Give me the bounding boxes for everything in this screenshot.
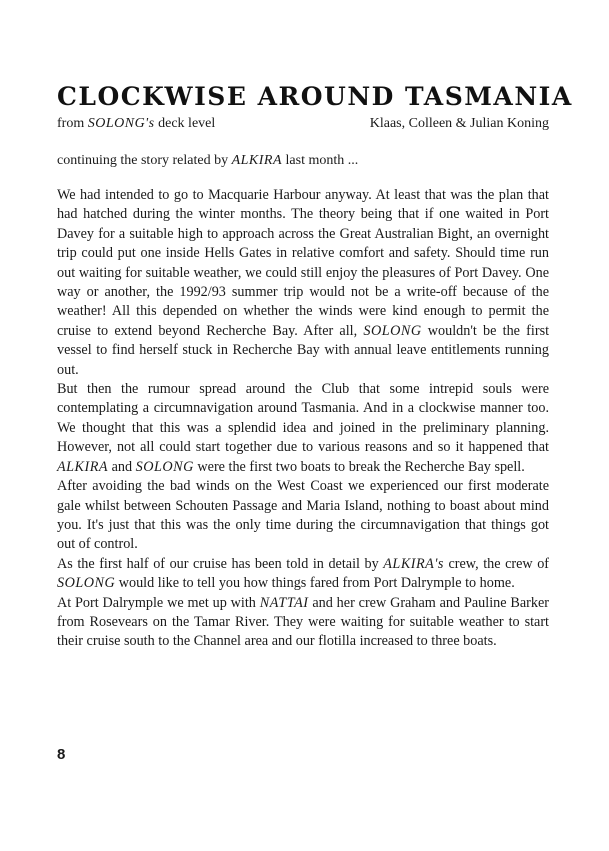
- byline-prefix: from: [57, 116, 85, 131]
- intro-before: continuing the story related by: [57, 153, 229, 168]
- paragraph-4: [57, 555, 549, 594]
- paragraph-3: After avoiding the bad winds on the West Coast we experienced our first moderate gale whilst between Schouten Passage and Maria Island, nothing to boast about mind you. It's just that this was the only time during the circumnavigation that things got out of control.: [57, 478, 549, 553]
- paragraph-4-boat-name-2: SOLONG: [57, 575, 116, 592]
- page-number: 8: [57, 746, 66, 763]
- intro-line: [57, 153, 549, 169]
- paragraph-4-text-b: crew, the crew of: [448, 555, 550, 572]
- paragraph-4-boat-name-1: ALKIRA's: [383, 555, 444, 572]
- byline: [57, 116, 549, 132]
- byline-boat-name: SOLONG's: [87, 116, 155, 131]
- paragraph-2-text-b: and: [111, 458, 133, 475]
- article-title: CLOCKWISE AROUND TASMANIA: [57, 82, 573, 111]
- paragraph-2-boat-name-1: ALKIRA: [57, 458, 109, 475]
- intro-after: last month ...: [285, 153, 359, 168]
- paragraph-5-text-b: and her crew Graham and Pauline Barker from Rosevears on the Tamar River. They were waiting for suitable weather to start their cruise south to the Channel area and our flotilla increased to three boats.: [57, 594, 549, 650]
- paragraph-2: [57, 380, 549, 477]
- intro-boat-name: ALKIRA: [231, 153, 283, 168]
- paragraph-5-boat-name: NATTAI: [259, 594, 309, 611]
- paragraph-5: [57, 594, 549, 652]
- byline-authors: Klaas, Colleen & Julian Koning: [369, 116, 549, 131]
- article-body: [57, 186, 549, 652]
- paragraph-4-text-c: would like to tell you how things fared from Port Dalrymple to home.: [118, 575, 515, 592]
- paragraph-1-boat-name: SOLONG: [363, 322, 422, 339]
- paragraph-1-text-a: We had intended to go to Macquarie Harbour anyway. At least that was the plan that had hatched during the winter months. The theory being that if one waited in Port Davey for a suitable high to approach across the Great Australian Bight, an overnight trip could put one inside Hells Gates in relative comfort and safety. Should time run out waiting for suitable weather, we could still enjoy the pleasures of Port Davey. One way or another, the 1992/93 summer trip would not be a write-off because of the weather! All this depended on whether the winds were kind enough to permit the cruise to extend beyond Recherche Bay. After all,: [57, 187, 549, 339]
- byline-source: [57, 116, 215, 132]
- byline-suffix: deck level: [158, 116, 216, 131]
- paragraph-5-text-a: At Port Dalrymple we met up with: [57, 594, 256, 611]
- paragraph-1: [57, 186, 549, 380]
- paragraph-2-text-a: But then the rumour spread around the Club that some intrepid souls were contemplating a circumnavigation around Tasmania. And in a clockwise manner too. We thought that this was a splendid idea and joined in the preliminary planning. However, not all could start together due to various reasons and so it happened that: [57, 381, 549, 456]
- paragraph-4-text-a: As the first half of our cruise has been told in detail by: [57, 555, 379, 572]
- paragraph-2-text-c: were the first two boats to break the Recherche Bay spell.: [197, 458, 525, 475]
- paragraph-2-boat-name-2: SOLONG: [135, 458, 194, 475]
- paragraph-1-text-b: wouldn't be the first vessel to find herself stuck in Recherche Bay with annual leave entitlements running out.: [57, 322, 550, 378]
